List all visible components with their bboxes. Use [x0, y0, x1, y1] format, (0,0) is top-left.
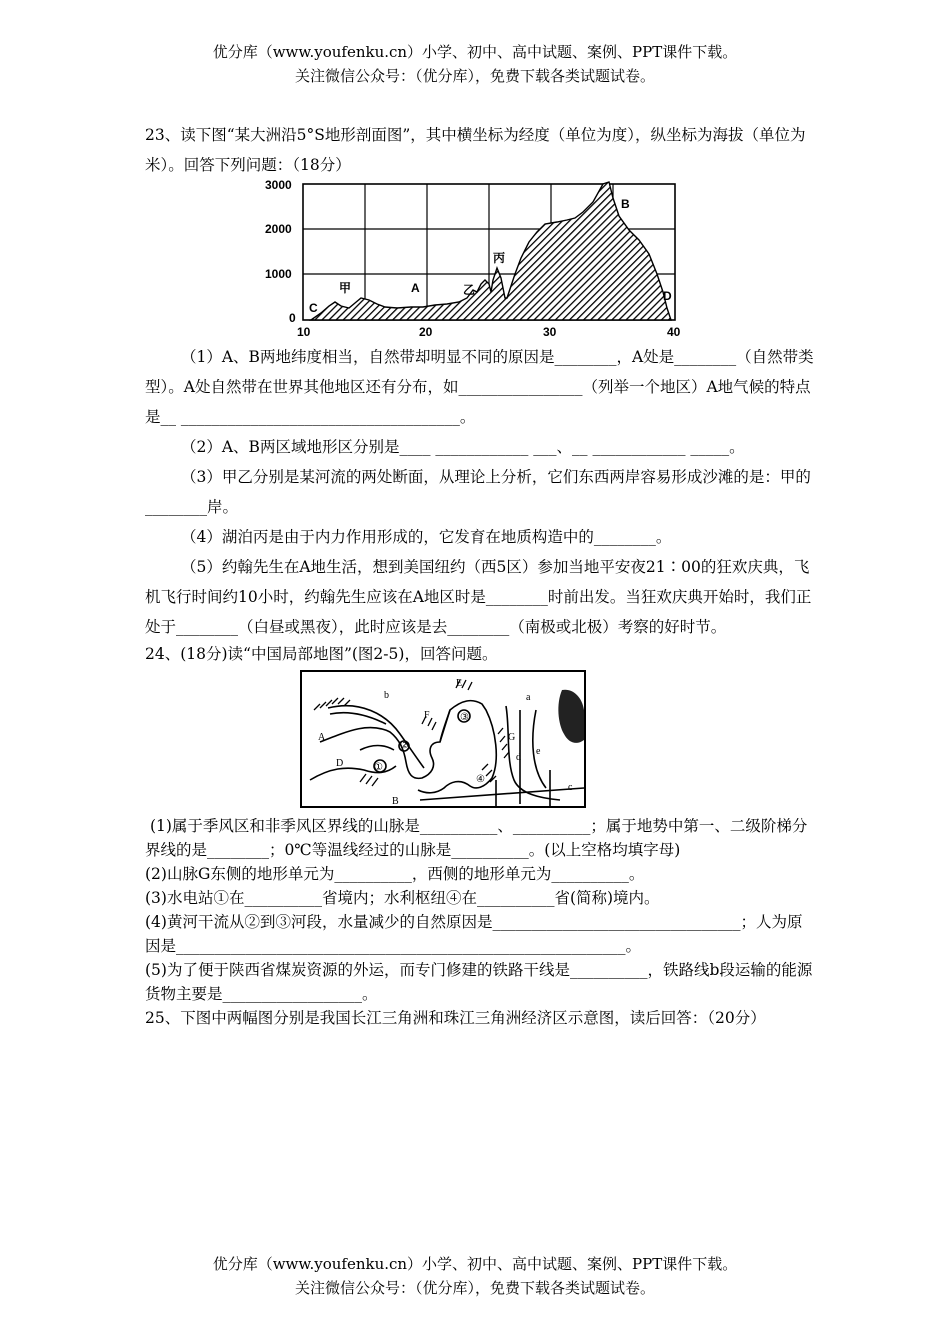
label-jia: 甲: [339, 281, 352, 295]
x-tick-30: 30: [543, 325, 557, 339]
q23-part-2: （2）A、B两区域地形区分别是____ ____________ ___、__ ____________ _____。: [181, 438, 745, 456]
label-B: B: [621, 197, 630, 211]
map-label-2: ②: [400, 740, 409, 751]
q23-intro: 23、读下图“某大洲沿5°S地形剖面图”，其中横坐标为经度（单位为度），纵坐标为海拔（单位为米）。回答下列问题：（18分）: [145, 126, 806, 174]
label-bing: 丙: [493, 251, 506, 265]
china-partial-map-figure: [300, 670, 586, 810]
map-label-c: c: [568, 782, 573, 793]
q24-part-2: (2)山脉G东侧的地形单元为__________，西侧的地形单元为__________。: [145, 865, 645, 883]
x-tick-10: 10: [297, 325, 311, 339]
y-tick-0: 0: [289, 311, 296, 325]
label-D: D: [663, 289, 672, 303]
page-header: [0, 40, 950, 88]
y-tick-3000: 3000: [265, 180, 292, 192]
q23-part-3: （3）甲乙分别是某河流的两处断面，从理论上分析，它们东西两岸容易形成沙滩的是：甲的________岸。: [145, 468, 811, 516]
map-label-e: e: [536, 746, 541, 757]
map-label-F: F: [424, 710, 430, 721]
y-tick-1000: 1000: [265, 267, 292, 281]
q24-part-3: (3)水电站①在__________省境内；水利枢纽④在__________省(简称)境内。: [145, 889, 660, 907]
map-label-a: a: [526, 692, 531, 703]
y-tick-2000: 2000: [265, 222, 292, 236]
label-A: A: [411, 281, 420, 295]
document-body: [145, 120, 815, 1030]
map-label-G: G: [508, 732, 516, 743]
x-tick-20: 20: [419, 325, 433, 339]
question-23: [145, 120, 815, 642]
map-label-b: b: [384, 690, 389, 701]
footer-line-1: 优分库（www.youfenku.cn）小学、初中、高中试题、案例、PPT课件下载。: [212, 1255, 738, 1273]
map-label-A: A: [318, 732, 326, 743]
map-label-B: B: [392, 796, 399, 807]
footer-line-2: 关注微信公众号：（优分库），免费下载各类试题试卷。: [294, 1279, 655, 1297]
header-line-2: 关注微信公众号：（优分库），免费下载各类试题试卷。: [294, 67, 655, 85]
header-line-1: 优分库（www.youfenku.cn）小学、初中、高中试题、案例、PPT课件下载。: [212, 43, 738, 61]
terrain-profile-figure: [263, 180, 703, 342]
page-footer: [0, 1252, 950, 1300]
q24-part-5: (5)为了便于陕西省煤炭资源的外运，而专门修建的铁路干线是__________，铁路线b段运输的能源货物主要是__________________。: [145, 961, 813, 1003]
q24-intro: 24、(18分)读“中国局部地图”(图2-5)，回答问题。: [145, 645, 498, 663]
map-label-1: ①: [374, 762, 383, 773]
q23-part-1: （1）A、B两地纬度相当，自然带却明显不同的原因是________，A处是________（自然带类型）。A处自然带在世界其他地区还有分布，如________________（列举一个地区）A地气候的特点是__ ____________________________________。: [145, 348, 814, 426]
q23-part-5: （5）约翰先生在A地生活，想到美国纽约（西5区）参加当地平安夜21∶00的狂欢庆典，飞机飞行时间约10小时，约翰先生应该在A地区时是________时前出发。当狂欢庆典开始时，我们正处于________（白昼或黑夜），此时应该是去________（南极或北极）考察的好时节。: [145, 558, 812, 636]
map-label-3: ③: [460, 712, 469, 723]
map-label-E: E: [456, 678, 463, 689]
q25-intro: 25、下图中两幅图分别是我国长江三角洲和珠江三角洲经济区示意图，读后回答：（20分）: [145, 1009, 766, 1027]
q23-part-4: （4）湖泊丙是由于内力作用形成的，它发育在地质构造中的________。: [181, 528, 672, 546]
q24-part-4: (4)黄河干流从②到③河段，水量减少的自然原因是________________________________；人为原因是__________________________________________________________。: [145, 913, 803, 955]
map-label-4: ④: [476, 774, 485, 785]
label-C: C: [309, 301, 318, 315]
map-label-D: D: [336, 758, 344, 769]
question-24: [145, 642, 815, 1030]
map-label-d: d: [516, 752, 521, 763]
label-yi: 乙: [463, 283, 476, 297]
x-tick-40: 40: [667, 325, 681, 339]
q24-part-1: (1)属于季风区和非季风区界线的山脉是__________、__________；属于地势中第一、二级阶梯分界线的是________；0℃等温线经过的山脉是__________。(以上空格均填字母): [145, 817, 808, 859]
